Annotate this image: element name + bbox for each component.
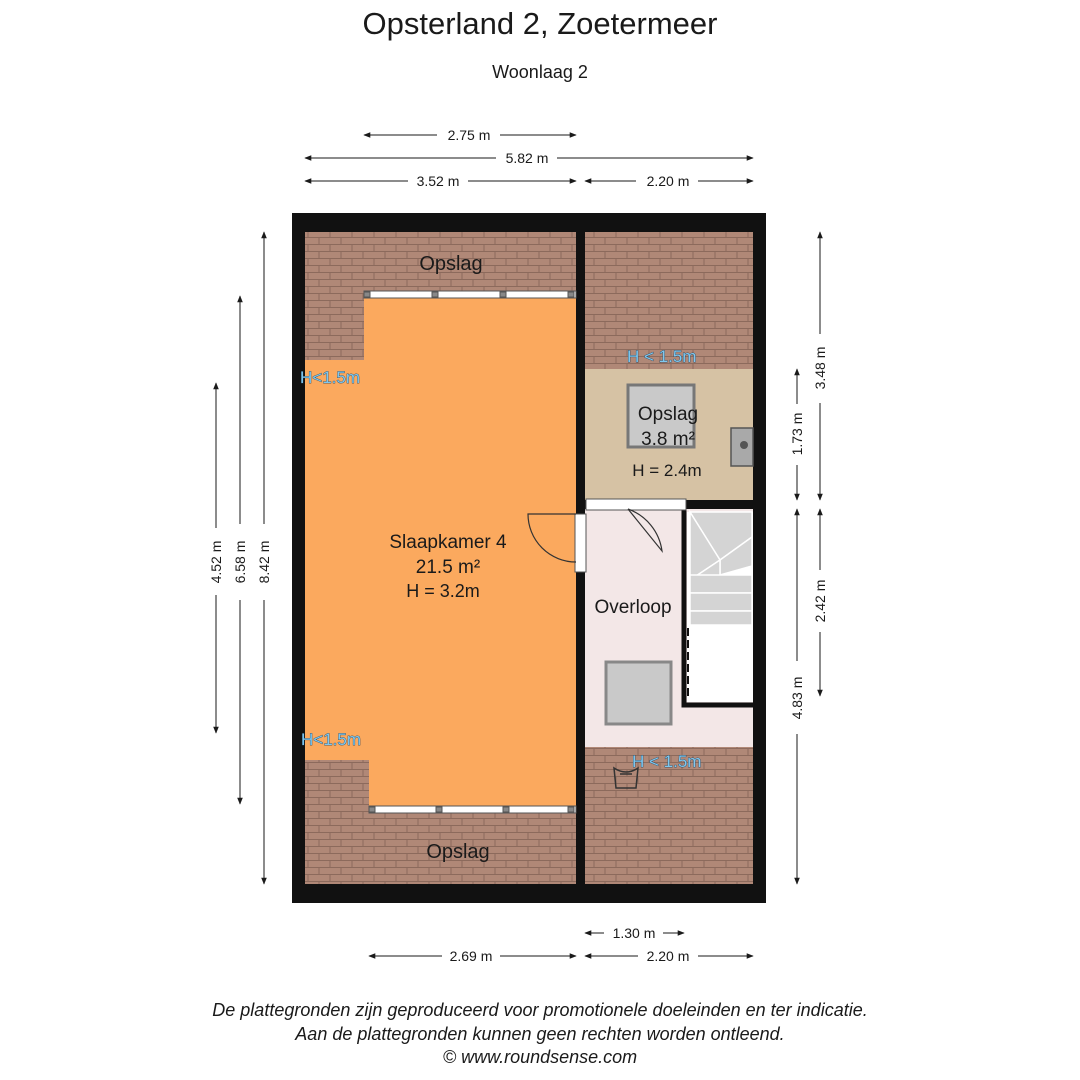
opslag-top-label: Opslag xyxy=(419,253,483,275)
opslag-bottom-label: Opslag xyxy=(426,841,490,863)
height-note-left-top: H<1.5m xyxy=(300,368,360,387)
dim-top-3a: 3.52 m xyxy=(416,173,460,189)
bedroom-door-opening xyxy=(575,514,586,572)
dim-top-2: 5.82 m xyxy=(505,150,549,166)
storage-area: 3.8 m² xyxy=(641,429,695,450)
storage-name: Opslag xyxy=(637,404,699,425)
height-note-right-top: H < 1.5m xyxy=(627,347,697,366)
dim-left-1: 4.52 m xyxy=(208,540,224,584)
dim-left-3: 8.42 m xyxy=(256,540,272,584)
bedroom-height: H = 3.2m xyxy=(406,581,480,601)
bedroom-area: 21.5 m² xyxy=(415,557,481,578)
roof-window-landing xyxy=(606,662,671,724)
staircase xyxy=(690,512,752,625)
dim-bottom-2a: 2.69 m xyxy=(449,948,493,964)
dim-right-2: 3.48 m xyxy=(812,346,828,390)
dim-top-1: 2.75 m xyxy=(447,127,491,143)
storage-height: H = 2.4m xyxy=(632,461,702,480)
window-top xyxy=(364,291,576,298)
dim-left-2: 6.58 m xyxy=(232,540,248,584)
dim-right-1: 1.73 m xyxy=(789,412,805,456)
dim-bottom-1: 1.30 m xyxy=(612,925,656,941)
disclaimer-line-2: Aan de plattegronden kunnen geen rechten worden ontleend. xyxy=(295,1024,785,1044)
landing-name: Overloop xyxy=(594,597,672,618)
dim-right-4: 2.42 m xyxy=(812,579,828,623)
page-title: Opsterland 2, Zoetermeer xyxy=(362,6,718,41)
dim-top-3b: 2.20 m xyxy=(646,173,690,189)
bedroom-name: Slaapkamer 4 xyxy=(389,532,507,553)
window-bottom xyxy=(369,806,576,813)
storage-door-opening xyxy=(586,499,686,510)
height-note-left-bottom: H<1.5m xyxy=(301,730,361,749)
dim-bottom-2b: 2.20 m xyxy=(646,948,690,964)
dim-right-3: 4.83 m xyxy=(789,676,805,720)
page-subtitle: Woonlaag 2 xyxy=(492,62,588,82)
height-note-right-bottom: H < 1.5m xyxy=(632,752,702,771)
disclaimer-line-1: De plattegronden zijn geproduceerd voor promotionele doeleinden en ter indicatie. xyxy=(212,1000,868,1020)
boiler-dial xyxy=(740,441,748,449)
disclaimer-line-3: © www.roundsense.com xyxy=(442,1047,638,1067)
